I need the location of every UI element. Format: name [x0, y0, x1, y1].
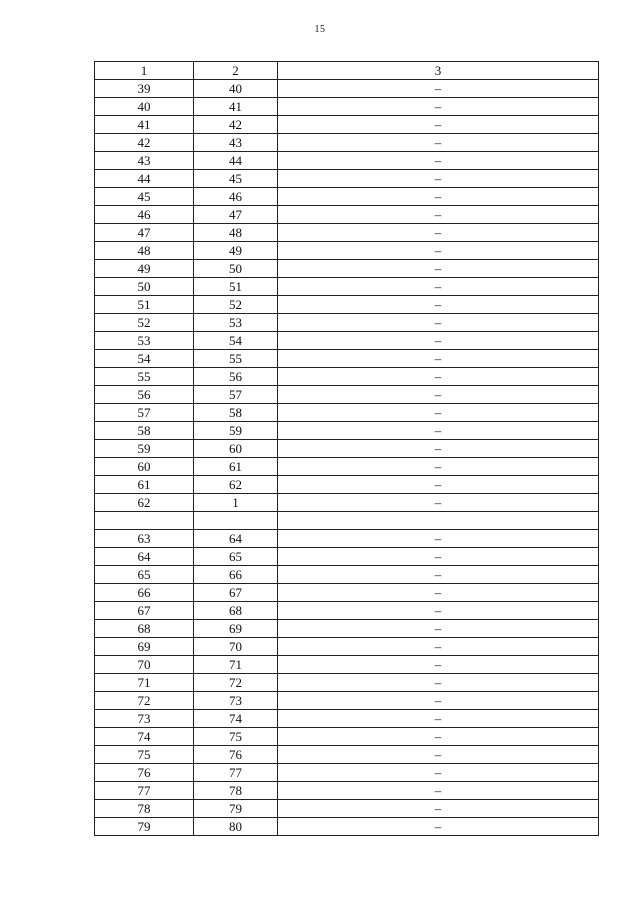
data-table [94, 61, 599, 836]
table-cell-col3: – [278, 116, 599, 134]
table-cell-col1: 61 [95, 476, 194, 494]
table-cell-col3: – [278, 602, 599, 620]
table-cell-col3: – [278, 98, 599, 116]
table-cell-col2: 43 [194, 134, 278, 152]
table-row [95, 548, 599, 566]
table-row [95, 116, 599, 134]
table-cell-col3: – [278, 800, 599, 818]
table-cell-col2: 59 [194, 422, 278, 440]
table-cell-col2: 54 [194, 332, 278, 350]
table-cell-col2: 65 [194, 548, 278, 566]
table-cell-col1: 53 [95, 332, 194, 350]
table-cell-col3: – [278, 296, 599, 314]
table-row [95, 224, 599, 242]
table-cell-col3: – [278, 566, 599, 584]
table-cell-col1: 69 [95, 638, 194, 656]
table-row [95, 242, 599, 260]
table-row [95, 674, 599, 692]
table-row [95, 332, 599, 350]
table-cell-col3: – [278, 764, 599, 782]
table-cell-col3: – [278, 476, 599, 494]
table-cell-col3: – [278, 548, 599, 566]
table-cell-col1: 75 [95, 746, 194, 764]
table-row [95, 98, 599, 116]
table-row [95, 404, 599, 422]
table-row [95, 584, 599, 602]
table-cell-col3 [278, 512, 599, 530]
table-cell-col1: 76 [95, 764, 194, 782]
table-cell-col2: 40 [194, 80, 278, 98]
table-cell-col1: 49 [95, 260, 194, 278]
table-row [95, 188, 599, 206]
table-cell-col1: 42 [95, 134, 194, 152]
table-row [95, 296, 599, 314]
table-cell-col2: 55 [194, 350, 278, 368]
table-cell-col2: 68 [194, 602, 278, 620]
table-row [95, 692, 599, 710]
table-row [95, 638, 599, 656]
table-cell-col2: 42 [194, 116, 278, 134]
table-cell-col1: 74 [95, 728, 194, 746]
table-cell-col2: 74 [194, 710, 278, 728]
table-row [95, 368, 599, 386]
table-row [95, 440, 599, 458]
table-cell-col1: 70 [95, 656, 194, 674]
table-cell-col2: 71 [194, 656, 278, 674]
table-cell-col1: 52 [95, 314, 194, 332]
table-cell-col3: – [278, 134, 599, 152]
table-cell-col2: 73 [194, 692, 278, 710]
table-cell-col3: – [278, 530, 599, 548]
table-cell-col2: 57 [194, 386, 278, 404]
table-row [95, 530, 599, 548]
table-row [95, 512, 599, 530]
table-cell-col1: 72 [95, 692, 194, 710]
table-cell-col2: 79 [194, 800, 278, 818]
table-row [95, 260, 599, 278]
table-cell-col1: 44 [95, 170, 194, 188]
table-cell-col2 [194, 512, 278, 530]
table-cell-col2: 75 [194, 728, 278, 746]
table-cell-col2: 67 [194, 584, 278, 602]
table-cell-col3: – [278, 674, 599, 692]
table-cell-col3: – [278, 584, 599, 602]
table-cell-col1: 55 [95, 368, 194, 386]
table-row [95, 476, 599, 494]
table-cell-col2: 45 [194, 170, 278, 188]
table-cell-col1: 47 [95, 224, 194, 242]
table-cell-col2: 51 [194, 278, 278, 296]
table-cell-col2: 61 [194, 458, 278, 476]
table-row [95, 386, 599, 404]
table-row [95, 818, 599, 836]
table-row [95, 566, 599, 584]
table-cell-col1 [95, 512, 194, 530]
table-cell-col2: 50 [194, 260, 278, 278]
table-body [95, 62, 599, 836]
table-cell-col2: 72 [194, 674, 278, 692]
table-cell-col3: – [278, 80, 599, 98]
table-cell-col1: 79 [95, 818, 194, 836]
table-row [95, 764, 599, 782]
table-cell-col3: – [278, 638, 599, 656]
table-cell-col2: 69 [194, 620, 278, 638]
table-cell-col2: 60 [194, 440, 278, 458]
table-row [95, 314, 599, 332]
table-row [95, 656, 599, 674]
table-row [95, 278, 599, 296]
table-cell-col2: 48 [194, 224, 278, 242]
table-cell-col1: 40 [95, 98, 194, 116]
table-cell-col2: 41 [194, 98, 278, 116]
table-cell-col2: 53 [194, 314, 278, 332]
table-cell-col2: 44 [194, 152, 278, 170]
table-row [95, 422, 599, 440]
table-cell-col2: 80 [194, 818, 278, 836]
header-cell-col1: 1 [95, 62, 194, 80]
table-row [95, 620, 599, 638]
table-cell-col1: 50 [95, 278, 194, 296]
table-cell-col3: – [278, 314, 599, 332]
table-cell-col1: 59 [95, 440, 194, 458]
table-cell-col2: 78 [194, 782, 278, 800]
table-cell-col3: – [278, 278, 599, 296]
table-cell-col2: 49 [194, 242, 278, 260]
table-cell-col1: 68 [95, 620, 194, 638]
table-cell-col1: 45 [95, 188, 194, 206]
table-row [95, 494, 599, 512]
table-cell-col3: – [278, 368, 599, 386]
table-cell-col1: 62 [95, 494, 194, 512]
table-cell-col1: 56 [95, 386, 194, 404]
table-cell-col1: 58 [95, 422, 194, 440]
table-cell-col3: – [278, 188, 599, 206]
table-cell-col3: – [278, 260, 599, 278]
table-cell-col2: 66 [194, 566, 278, 584]
table-cell-col2: 64 [194, 530, 278, 548]
table-cell-col3: – [278, 422, 599, 440]
table-cell-col2: 52 [194, 296, 278, 314]
table-cell-col1: 60 [95, 458, 194, 476]
page-number: 15 [314, 24, 326, 35]
table-cell-col1: 57 [95, 404, 194, 422]
table-cell-col3: – [278, 818, 599, 836]
table-cell-col3: – [278, 620, 599, 638]
table-row [95, 602, 599, 620]
table-cell-col1: 54 [95, 350, 194, 368]
table-cell-col3: – [278, 386, 599, 404]
table-cell-col3: – [278, 728, 599, 746]
table-cell-col3: – [278, 170, 599, 188]
table-cell-col1: 77 [95, 782, 194, 800]
table-cell-col1: 71 [95, 674, 194, 692]
table-row [95, 170, 599, 188]
table-cell-col3: – [278, 440, 599, 458]
table-cell-col3: – [278, 458, 599, 476]
table-cell-col3: – [278, 494, 599, 512]
table-cell-col1: 66 [95, 584, 194, 602]
table-row [95, 152, 599, 170]
table-row [95, 800, 599, 818]
table-cell-col1: 64 [95, 548, 194, 566]
table-cell-col2: 46 [194, 188, 278, 206]
table-cell-col1: 65 [95, 566, 194, 584]
header-cell-col3: 3 [278, 62, 599, 80]
table-row [95, 350, 599, 368]
table-cell-col1: 41 [95, 116, 194, 134]
table-cell-col3: – [278, 656, 599, 674]
table-row [95, 782, 599, 800]
table-cell-col1: 73 [95, 710, 194, 728]
table-cell-col1: 63 [95, 530, 194, 548]
table-row [95, 206, 599, 224]
table-cell-col3: – [278, 710, 599, 728]
table-cell-col3: – [278, 224, 599, 242]
table-cell-col3: – [278, 746, 599, 764]
table-cell-col2: 70 [194, 638, 278, 656]
table-cell-col3: – [278, 152, 599, 170]
table-cell-col3: – [278, 782, 599, 800]
table-cell-col2: 77 [194, 764, 278, 782]
table-cell-col3: – [278, 206, 599, 224]
table-cell-col1: 51 [95, 296, 194, 314]
table-row [95, 746, 599, 764]
table-cell-col2: 47 [194, 206, 278, 224]
table-cell-col2: 1 [194, 494, 278, 512]
table-cell-col1: 39 [95, 80, 194, 98]
table-cell-col2: 62 [194, 476, 278, 494]
table-cell-col3: – [278, 404, 599, 422]
table-cell-col3: – [278, 350, 599, 368]
table-cell-col1: 48 [95, 242, 194, 260]
table-cell-col2: 76 [194, 746, 278, 764]
table-cell-col2: 58 [194, 404, 278, 422]
table-cell-col1: 46 [95, 206, 194, 224]
table-cell-col3: – [278, 242, 599, 260]
table-row [95, 80, 599, 98]
table-cell-col3: – [278, 692, 599, 710]
table-row [95, 710, 599, 728]
table-cell-col2: 56 [194, 368, 278, 386]
table-row [95, 728, 599, 746]
table-cell-col1: 43 [95, 152, 194, 170]
table-cell-col1: 67 [95, 602, 194, 620]
table-row [95, 134, 599, 152]
header-cell-col2: 2 [194, 62, 278, 80]
table-cell-col1: 78 [95, 800, 194, 818]
table-row [95, 458, 599, 476]
table-header-row [95, 62, 599, 80]
table-cell-col3: – [278, 332, 599, 350]
